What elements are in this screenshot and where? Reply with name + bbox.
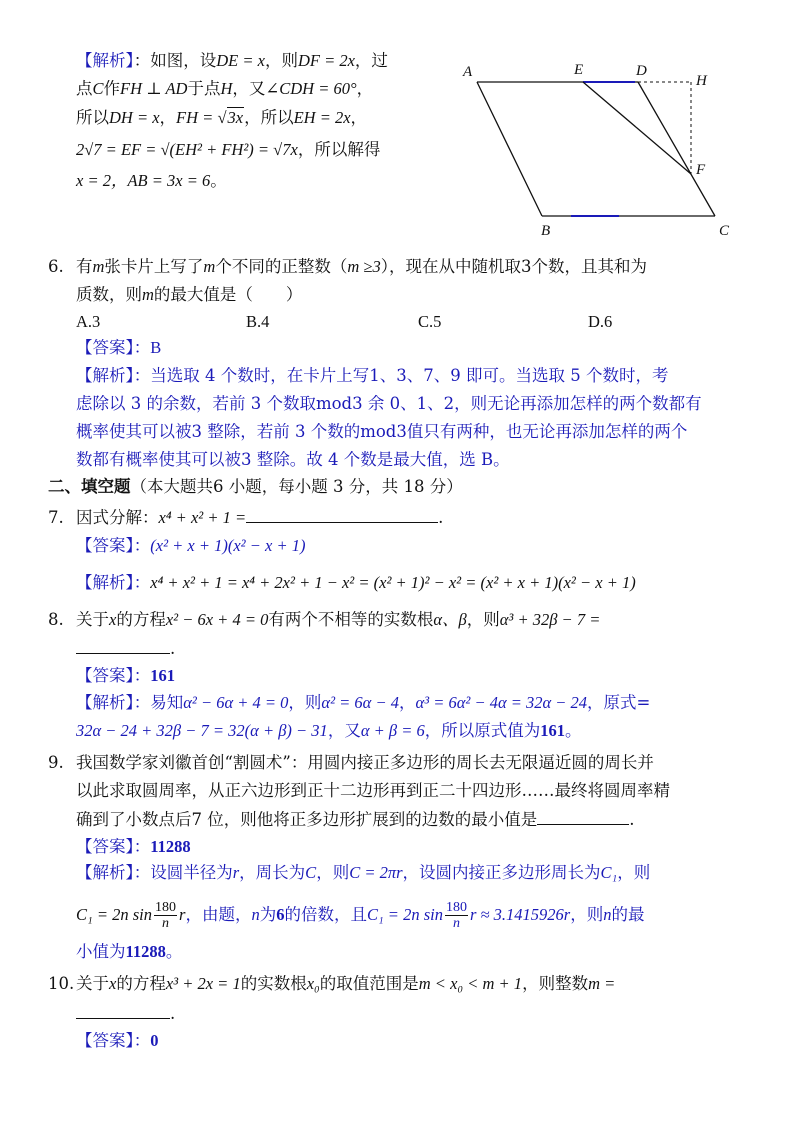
text: 小值为: [76, 942, 126, 961]
text: ，又: [327, 721, 361, 740]
text: .: [170, 1004, 176, 1023]
q6-answer: [76, 337, 161, 359]
jiexi-tag: 【解析】: [76, 51, 134, 70]
text: 我国数学家刘徽首创“割圆术”：用圆内接正多边形的周长去无限逼近圆的周长并: [76, 753, 654, 772]
answer-value: (x² + x + 1)(x² − x + 1): [150, 536, 306, 555]
answer-tag: 【答案】: [76, 1031, 134, 1050]
q6-analysis-line-1: [76, 365, 668, 387]
text: ，又: [232, 79, 266, 98]
numerator: 180: [445, 900, 467, 915]
variable: m: [92, 257, 105, 276]
answer-blank: [537, 808, 629, 825]
answer-blank: [246, 506, 438, 523]
text: ：易知: [133, 693, 184, 712]
variable: C₁: [600, 863, 618, 882]
q8-stem-line-2: [76, 637, 175, 660]
q6-analysis-line-3: 概率使其可以被3 整除，若前 3 个数的mod3值只有两种，也无论再添加怎样的两个: [76, 422, 688, 441]
text: 。: [210, 171, 227, 190]
equation: C₁ = 2n sin: [366, 905, 443, 924]
q7-answer: [76, 535, 305, 557]
label-e: E: [574, 62, 584, 78]
equation: x = 2，AB = 3x = 6: [76, 171, 211, 190]
q5-analysis-line-5: [76, 170, 227, 192]
variable: n: [603, 905, 612, 924]
parallelogram-figure: [455, 58, 755, 238]
variable: C: [305, 863, 317, 882]
q6-stem-line-2: [76, 284, 302, 306]
value: 11288: [125, 942, 166, 961]
answer-value: 161: [150, 666, 175, 685]
jiexi-tag: 【解析】: [76, 366, 134, 385]
text: 因式分解：: [76, 508, 159, 527]
text: ，则: [316, 863, 350, 882]
text: 张卡片上写了: [104, 257, 204, 276]
variable: n: [251, 905, 260, 924]
denominator: n: [162, 916, 170, 931]
q6-option-b: B.4: [246, 312, 270, 331]
q8-analysis-line-1: [76, 692, 650, 714]
label-d: D: [636, 63, 647, 79]
equation: α² = 6α − 4: [321, 693, 399, 712]
q10-answer: [76, 1030, 159, 1052]
text: 的倍数，且: [284, 905, 367, 924]
q6-stem-line-1: [48, 256, 647, 278]
q5-analysis-line-4: [76, 139, 380, 161]
variable: m: [203, 257, 216, 276]
text: ，所以原式值为: [424, 721, 541, 740]
text: 为: [259, 905, 277, 924]
text: ），现在从中随机取3个数，且其和为: [380, 257, 647, 276]
text: .: [170, 639, 176, 658]
answer-blank: [76, 1002, 170, 1019]
text: 。: [564, 721, 582, 740]
equation: C = 2πr: [349, 863, 403, 882]
text: 的实数根: [240, 974, 307, 993]
text: ，则: [288, 693, 322, 712]
equation: r: [179, 905, 186, 924]
text: ，则整数: [522, 974, 589, 993]
answer-tag: 【答案】: [76, 837, 134, 856]
text: 的最: [611, 905, 645, 924]
equation: FH ⊥ AD: [120, 79, 188, 98]
equation: x⁴ + x² + 1 =: [158, 508, 247, 527]
equation: 3x: [227, 108, 244, 127]
q7-analysis: [76, 572, 636, 594]
text: ，则: [264, 51, 298, 70]
equation: DF = 2x: [297, 51, 355, 70]
text: ：: [133, 666, 151, 685]
variable: m: [142, 285, 154, 304]
fraction: [445, 900, 468, 931]
variable: x₀: [306, 974, 320, 993]
answer-value: B: [150, 338, 162, 357]
label-b: B: [541, 223, 551, 238]
q6-option-c: C.5: [418, 312, 442, 331]
q6-option-d: D.6: [588, 312, 613, 331]
text: ：设圆半径为: [133, 863, 233, 882]
equation: x⁴ + x² + 1 = x⁴ + 2x² + 1 − x² = (x² + 1)² − x² = (x² + x + 1)(x² − x + 1): [150, 573, 636, 592]
q9-stem-line-1: [48, 752, 654, 774]
q8-answer: [76, 665, 175, 687]
q7-stem: [48, 506, 443, 529]
q5-analysis-line-2: [76, 78, 373, 100]
label-h: H: [696, 73, 707, 89]
q5-analysis-line-1: [76, 50, 388, 72]
q8-analysis-line-2: [76, 720, 581, 742]
text: ：: [133, 837, 151, 856]
equation: C₁ = 2n sin: [76, 905, 153, 924]
q10-stem-line-1: [48, 973, 615, 995]
text: ，周长为: [239, 863, 306, 882]
answer-value: 0: [150, 1031, 159, 1050]
q6-analysis-line-2: 虑除以 3 的余数，若前 3 个数取mod3 余 0、1、2，则无论再添加怎样的两个数都有: [76, 394, 702, 413]
text: 点: [76, 79, 93, 98]
equation: x³ + 2x = 1: [165, 974, 241, 993]
segment-ef: [583, 82, 691, 174]
q9-analysis-line-2: [76, 900, 644, 931]
jiexi-tag: 【解析】: [76, 863, 134, 882]
variable: α、β: [433, 610, 467, 629]
text: ，则: [466, 610, 500, 629]
text: 所以: [76, 108, 109, 127]
equation: α + β = 6: [360, 721, 425, 740]
text: ，过: [354, 51, 388, 70]
text: ，所以: [244, 108, 294, 127]
text: ，由题，: [185, 905, 252, 924]
jiexi-tag: 【解析】: [76, 693, 134, 712]
text: 作: [103, 79, 121, 98]
jiexi-tag: 【解析】: [76, 573, 134, 592]
equation: FH =: [176, 108, 218, 127]
equation: α³ + 32β − 7 =: [499, 610, 601, 629]
equation: 2√7 = EF = √(EH² + FH²) = √7x: [76, 140, 298, 159]
text: ：: [133, 536, 151, 555]
text: .: [629, 810, 635, 829]
text: ：当选取 4 个数时，在卡片上写1、3、7、9 即可。当选取 5 个数时，考: [133, 366, 669, 385]
section-note: （本大题共6 小题，每小题 3 分，共 18 分）: [130, 477, 463, 496]
equation: α³ = 6α² − 4α = 32α − 24: [415, 693, 588, 712]
q6-option-a: A.3: [76, 312, 101, 331]
variable: r: [232, 863, 240, 882]
text: 于点: [187, 79, 221, 98]
text: ，原式=: [587, 693, 651, 712]
equation: m < x₀ < m + 1: [418, 974, 523, 993]
equation: DE = x: [216, 51, 265, 70]
label-a: A: [463, 64, 473, 80]
value: 161: [540, 721, 565, 740]
answer-tag: 【答案】: [76, 536, 134, 555]
text: ，: [356, 79, 374, 98]
text: ：如图，设: [133, 51, 217, 70]
text: 的取值范围是: [319, 974, 419, 993]
equation: DH = x: [109, 108, 160, 127]
text: 。: [165, 942, 183, 961]
point-label: C: [92, 79, 104, 98]
section-heading: [48, 476, 463, 498]
text: ，: [398, 693, 416, 712]
denominator: n: [452, 916, 460, 931]
equation: x² − 6x + 4 = 0: [165, 610, 269, 629]
value: 6: [276, 905, 285, 924]
text: 的方程: [116, 974, 166, 993]
equation: EH = 2x: [293, 108, 351, 127]
text: 有两个不相等的实数根: [268, 610, 434, 629]
q9-answer: [76, 836, 191, 858]
q9-stem-line-3: [76, 808, 635, 831]
q10-stem-line-2: [76, 1002, 175, 1025]
text: ，则: [617, 863, 651, 882]
equation: ∠CDH = 60°: [265, 79, 357, 98]
question-number: 8.: [48, 610, 64, 629]
q8-stem-line-1: [48, 609, 600, 631]
text: 有: [76, 257, 93, 276]
q5-analysis-line-3: 所以DH = x，FH = √3x，所以EH = 2x，: [76, 108, 368, 127]
text: 关于: [76, 974, 109, 993]
answer-tag: 【答案】: [76, 666, 134, 685]
fraction: [154, 900, 177, 931]
equation: α² − 6α + 4 = 0: [183, 693, 289, 712]
text: ，: [350, 108, 368, 127]
text: 关于: [76, 610, 109, 629]
segment-ab: [477, 82, 542, 216]
text: ：: [133, 573, 151, 592]
text: .: [438, 508, 444, 527]
equation: m =: [588, 974, 616, 993]
text: 个不同的正整数（: [215, 257, 348, 276]
text: ，则: [570, 905, 604, 924]
answer-blank: [76, 637, 170, 654]
equation: r ≈ 3.1415926r: [469, 905, 571, 924]
question-number: 6.: [48, 257, 64, 276]
answer-value: 11288: [150, 837, 191, 856]
equation: m ≥3: [347, 257, 381, 276]
q6-analysis-line-4: 数都有概率使其可以被3 整除。故 4 个数是最大值，选 B。: [76, 450, 510, 469]
text: ：: [133, 1031, 151, 1050]
question-number: 10.: [48, 974, 75, 993]
section-title: 二、填空题: [48, 477, 131, 496]
label-f: F: [696, 162, 706, 178]
q9-stem-line-2: 以此求取圆周率，从正六边形到正十二边形再到正二十四边形……最终将圆周率精: [76, 781, 670, 800]
text: ：: [133, 338, 151, 357]
numerator: 180: [155, 900, 177, 915]
q9-analysis-line-1: [76, 862, 650, 884]
text: 的最大值是（ ）: [153, 285, 303, 304]
question-number: 9.: [48, 753, 64, 772]
answer-tag: 【答案】: [76, 338, 134, 357]
text: ，设圆内接正多边形周长为: [402, 863, 601, 882]
point-label: H: [220, 79, 233, 98]
label-c: C: [719, 223, 730, 238]
text: 的方程: [116, 610, 166, 629]
equation: 32α − 24 + 32β − 7 = 32(α + β) − 31: [76, 721, 328, 740]
question-number: 7.: [48, 508, 64, 527]
text: ，: [159, 108, 177, 127]
text: 确到了小数点后7 位，则他将正多边形扩展到的边数的最小值是: [76, 810, 538, 829]
q9-analysis-line-3: [76, 941, 182, 963]
text: 质数，则: [76, 285, 142, 304]
variable: x: [109, 974, 117, 993]
variable: x: [109, 610, 117, 629]
text: ，所以解得: [297, 140, 381, 159]
segment-dc: [638, 82, 715, 216]
